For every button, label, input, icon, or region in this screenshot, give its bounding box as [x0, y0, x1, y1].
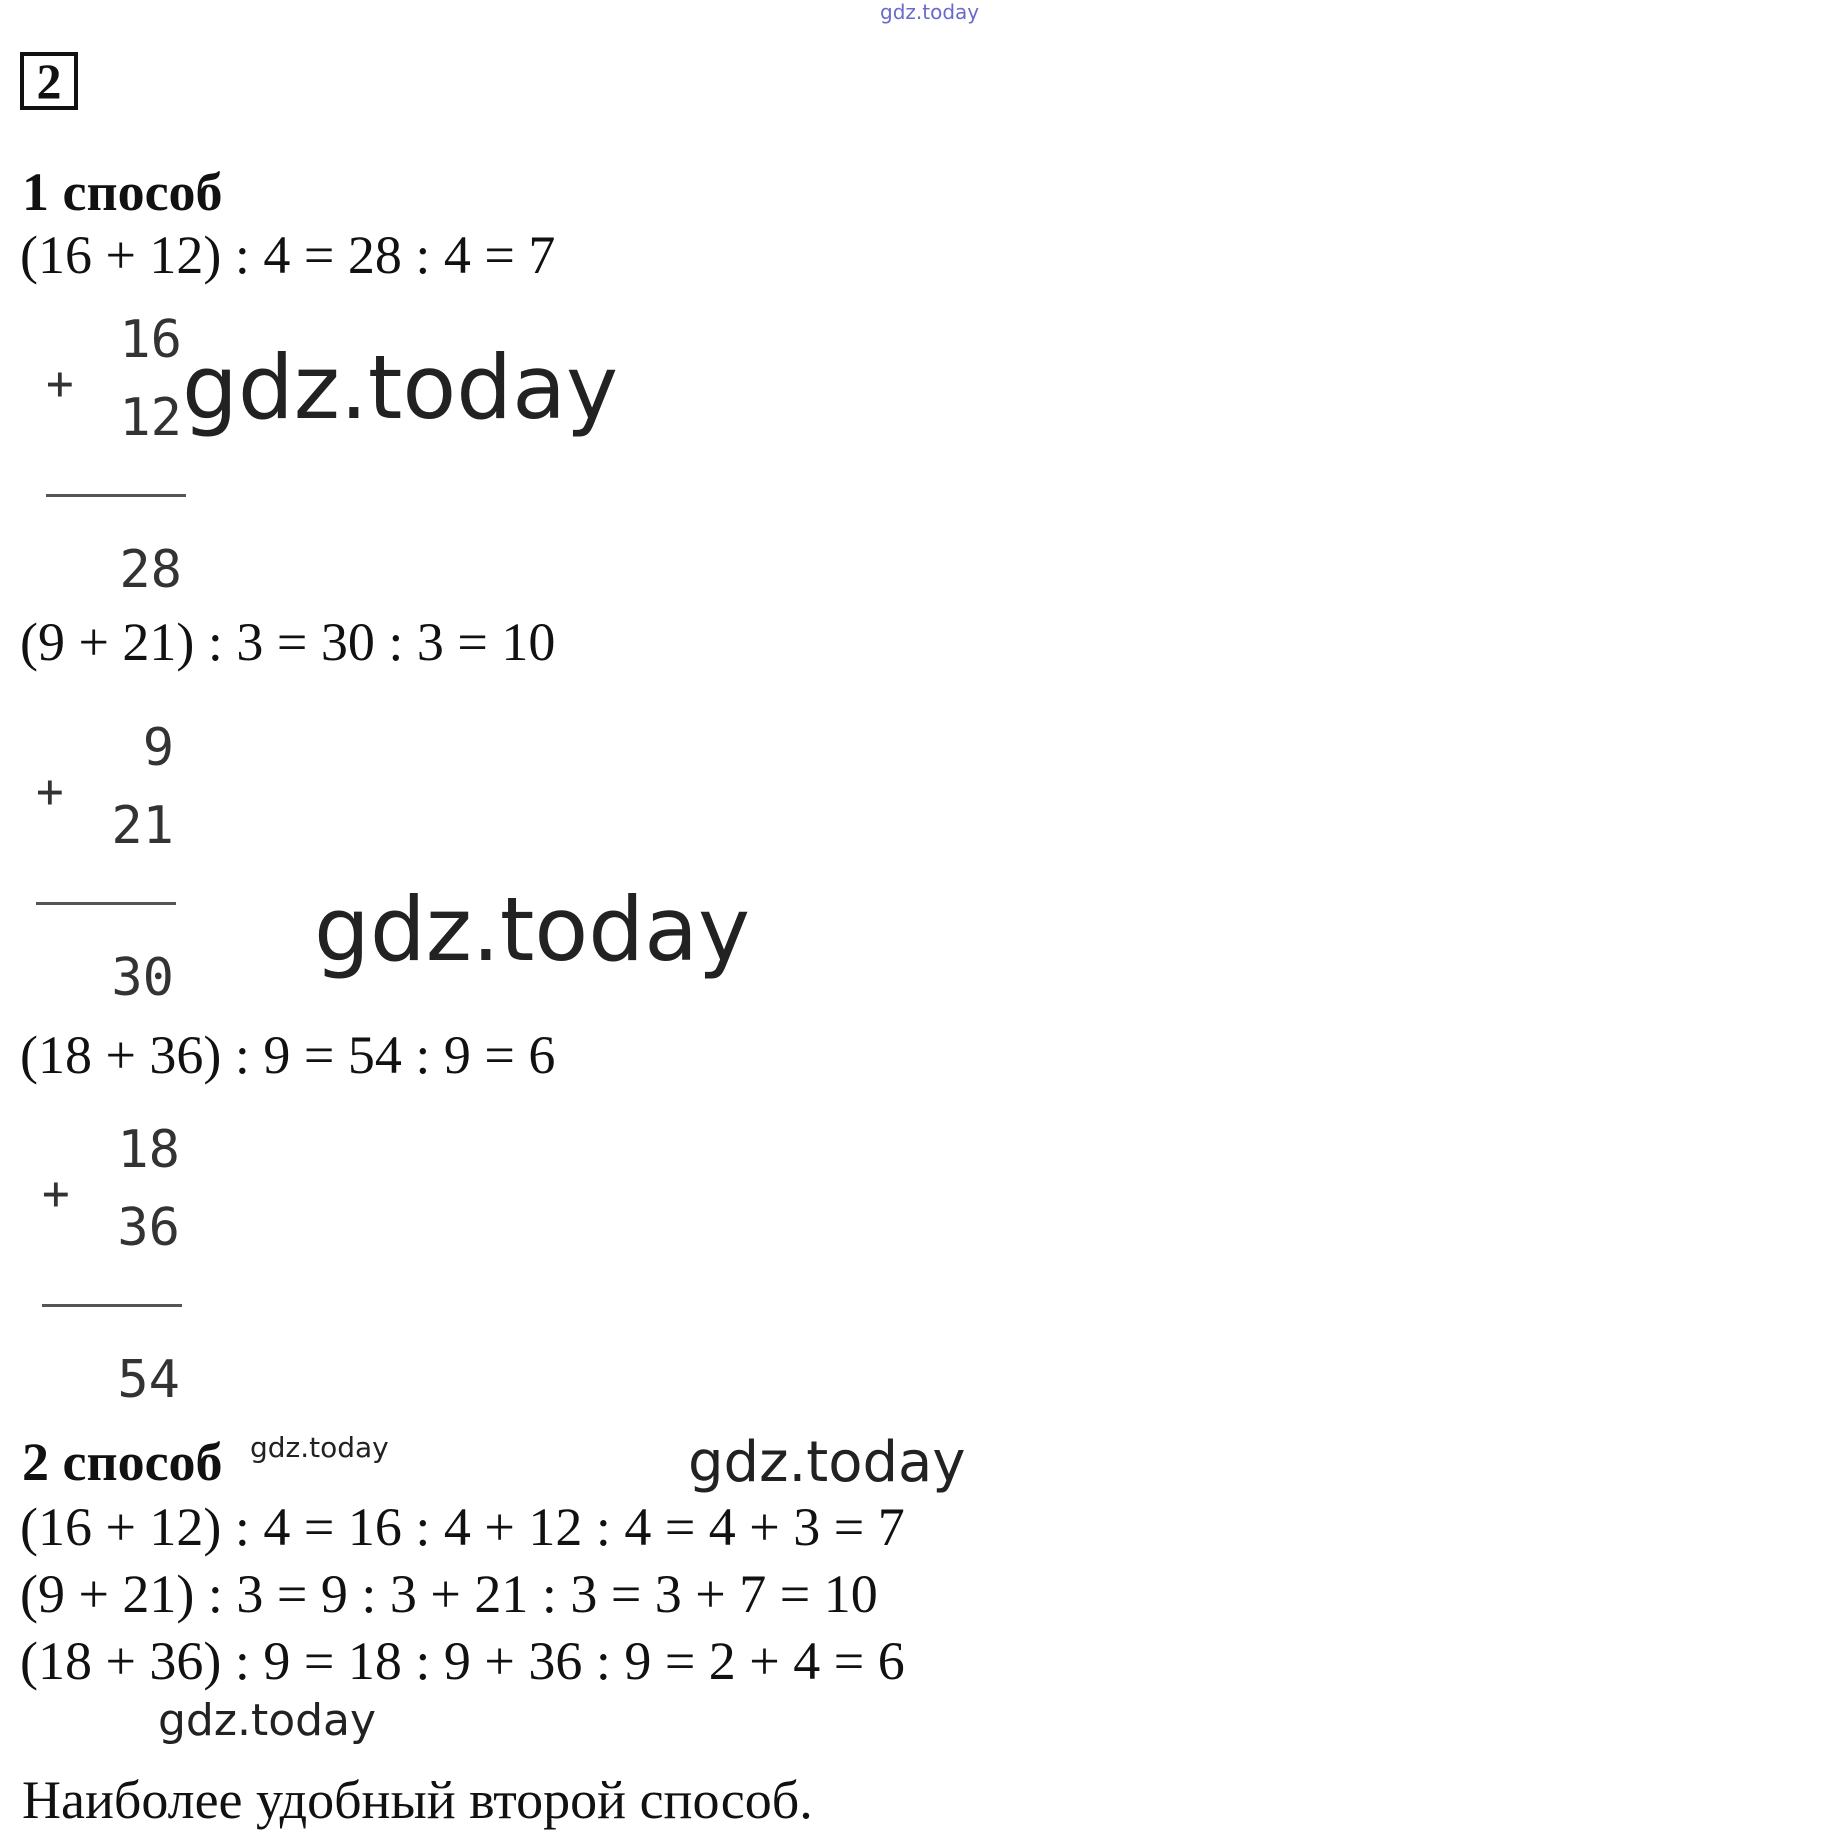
plus-sign: + — [36, 764, 64, 818]
column-addend-top: 18 — [117, 1120, 180, 1180]
watermark: gdz.today — [688, 1430, 966, 1495]
watermark-top: gdz.today — [880, 0, 980, 24]
method1-expression-2: (9 + 21) : 3 = 30 : 3 = 10 — [20, 612, 556, 672]
method2-line-2: (9 + 21) : 3 = 9 : 3 + 21 : 3 = 3 + 7 = 10 — [20, 1564, 878, 1624]
watermark: gdz.today — [182, 336, 619, 439]
column-addend-bottom: 12 — [119, 388, 182, 448]
method2-line-3: (18 + 36) : 9 = 18 : 9 + 36 : 9 = 2 + 4 = 6 — [20, 1631, 905, 1691]
conclusion-text: Наиболее удобный второй способ. — [22, 1770, 813, 1830]
column-sum: 28 — [119, 540, 182, 600]
method1-heading: 1 способ — [22, 162, 223, 222]
column-addend-bottom: 21 — [111, 796, 174, 856]
method2-heading: 2 способ — [22, 1432, 223, 1492]
method1-expression-3: (18 + 36) : 9 = 54 : 9 = 6 — [20, 1025, 556, 1085]
column-addend-top: 9 — [142, 718, 174, 778]
method2-line-1: (16 + 12) : 4 = 16 : 4 + 12 : 4 = 4 + 3 = 7 — [20, 1497, 905, 1557]
column-rule — [42, 1304, 182, 1307]
column-sum: 30 — [111, 948, 174, 1008]
watermark: gdz.today — [250, 1431, 389, 1464]
plus-sign: + — [42, 1166, 70, 1220]
column-addend-top: 16 — [119, 310, 182, 370]
task-number: 2 — [20, 52, 78, 110]
column-rule — [46, 494, 186, 497]
column-sum: 54 — [117, 1350, 180, 1410]
plus-sign: + — [46, 356, 74, 410]
column-addend-bottom: 36 — [117, 1198, 180, 1258]
watermark: gdz.today — [314, 878, 751, 981]
column-rule — [36, 902, 176, 905]
watermark: gdz.today — [158, 1695, 377, 1746]
method1-expression-1: (16 + 12) : 4 = 28 : 4 = 7 — [20, 225, 556, 285]
